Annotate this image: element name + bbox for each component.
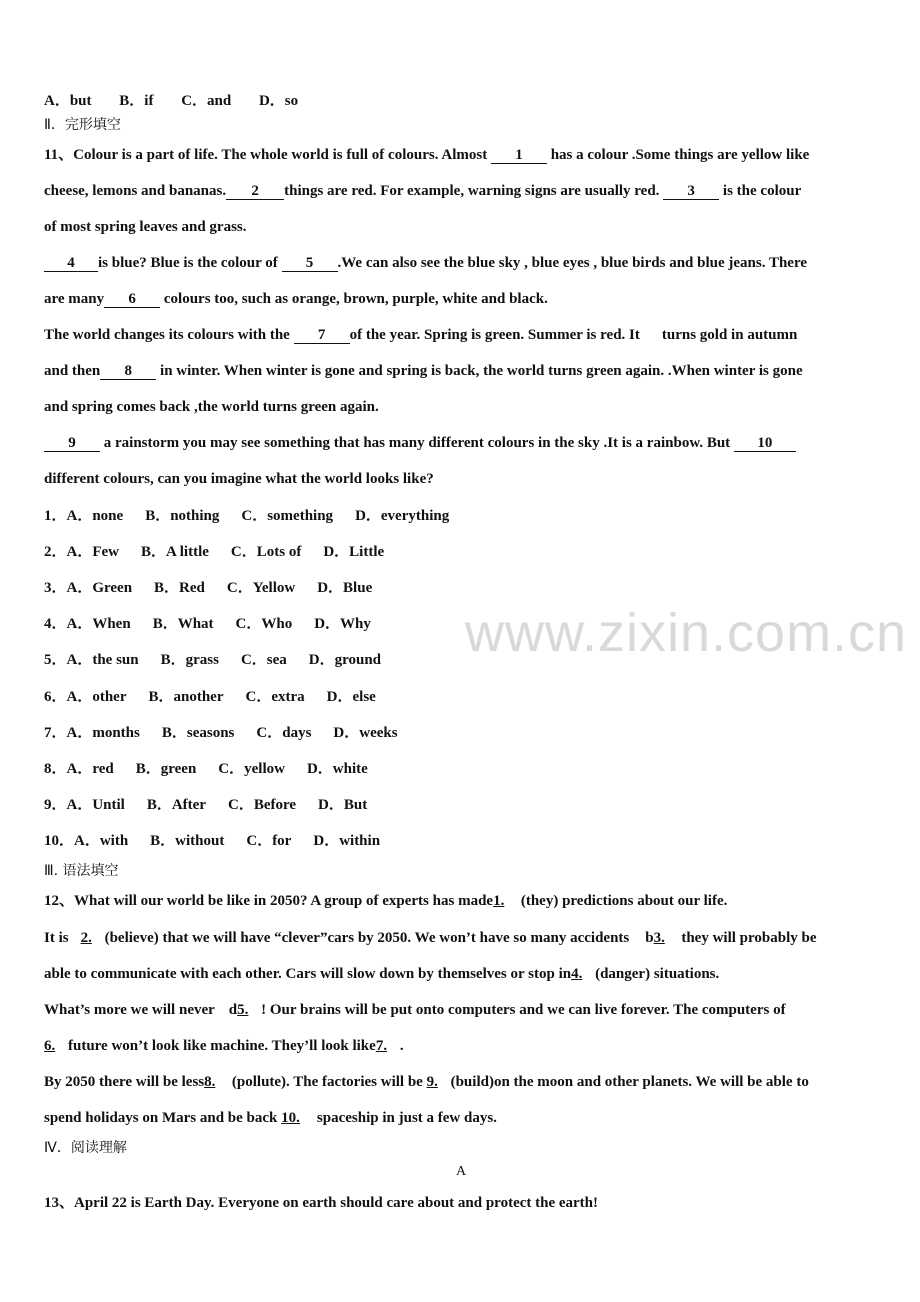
text: spend holidays on Mars and be back [44,1110,278,1126]
text: 12、What will our world be like in 2050? A group of experts has made [44,893,494,909]
cloze-line [44,290,548,308]
option[interactable]: D．weeks [333,725,398,741]
section-heading-reading: Ⅳ．阅读理解 [44,1140,127,1156]
option[interactable]: D．else [326,689,376,705]
option[interactable]: B．without [150,833,225,849]
option[interactable]: 5．A．the sun [44,652,139,668]
option-c[interactable]: C．and [181,93,232,109]
text: a rainstorm you may see something that has many different colours in the sky .It is a rainbow. But [103,435,731,451]
option-row [44,507,449,525]
text: ! Our brains will be put onto computers and we can live forever. The computers of [261,1002,786,1018]
option[interactable]: 6．A．other [44,689,127,705]
blank-g5[interactable]: 5. [237,1002,249,1018]
option[interactable]: B．Red [154,580,205,596]
grammar-line [44,1001,786,1019]
option[interactable]: C．Lots of [230,544,302,560]
text: .We can also see the blue sky , blue eyes , blue birds and blue jeans. There [337,255,807,271]
blank-4[interactable]: 4 [44,256,98,272]
cloze-line [44,434,796,452]
text: (pollute). The factories will be [231,1074,423,1090]
text: (build)on the moon and other planets. We will be able to [450,1074,809,1090]
option[interactable]: C．something [241,508,334,524]
text: turns gold in autumn [661,327,798,343]
blank-g2[interactable]: 2. [80,930,92,946]
option[interactable]: C．extra [245,689,305,705]
text: spaceship in just a few days. [316,1110,497,1126]
option[interactable]: 8．A．red [44,761,114,777]
text: of the year. Spring is green. Summer is red. It [349,327,640,343]
option[interactable]: C．sea [240,652,287,668]
text: (believe) that we will have “clever”cars by 2050. We won’t have so many accidents [104,930,630,946]
text: is blue? Blue is the colour of [98,255,278,271]
option[interactable]: D．Blue [317,580,373,596]
text: are many [44,291,105,307]
option-b[interactable]: B．if [119,93,154,109]
option[interactable]: B．grass [160,652,219,668]
text: By 2050 there will be less [44,1074,205,1090]
cloze-line [44,254,807,272]
option[interactable]: D．But [318,797,368,813]
option-row [44,579,372,597]
blank-7[interactable]: 7 [294,328,350,344]
option[interactable]: B．green [135,761,197,777]
option[interactable]: C．Before [228,797,297,813]
question-13: 13、April 22 is Earth Day. Everyone on earth should care about and protect the earth! [44,1195,599,1211]
blank-g4[interactable]: 4. [571,966,583,982]
text: 11、Colour is a part of life. The whole world is full of colours. Almost [44,147,488,163]
cloze-line [44,362,803,380]
option[interactable]: D．ground [308,652,382,668]
grammar-line [44,1037,404,1055]
option[interactable]: 2．A．Few [44,544,119,560]
blank-5[interactable]: 5 [282,256,338,272]
blank-g7[interactable]: 7. [375,1038,388,1054]
option[interactable]: 3．A．Green [44,580,133,596]
option[interactable]: B．What [152,616,214,632]
option[interactable]: C．Yellow [226,580,296,596]
text: colours too, such as orange, brown, purple, white and black. [163,291,548,307]
option[interactable]: D．Why [314,616,371,632]
cloze-line [44,326,797,344]
section-heading-grammar: Ⅲ. 语法填空 [44,863,119,879]
text: and spring comes back ,the world turns green again. [44,399,379,415]
cloze-line [44,470,434,488]
cloze-line [44,182,801,200]
option[interactable]: C．days [256,725,312,741]
text: future won’t look like machine. They’ll look like [68,1038,376,1054]
option[interactable]: 4．A．When [44,616,131,632]
blank-2[interactable]: 2 [226,184,284,200]
blank-6[interactable]: 6 [104,292,160,308]
text: different colours, can you imagine what the world looks like? [44,471,434,487]
option-row [44,832,380,850]
grammar-line [44,1073,809,1091]
option[interactable]: B．another [148,689,224,705]
text: in winter. When winter is gone and spring is back, the world turns green again. .When winter is gone [160,363,803,379]
option[interactable]: 10．A．with [44,833,129,849]
blank-g8[interactable]: 8. [204,1074,216,1090]
blank-g6[interactable]: 6. [44,1038,56,1054]
blank-g9[interactable]: 9. [426,1074,438,1090]
prev-question-options [44,92,298,110]
text: of most spring leaves and grass. [44,219,247,235]
blank-8[interactable]: 8 [100,364,156,380]
blank-9[interactable]: 9 [44,436,100,452]
blank-10[interactable]: 10 [734,436,796,452]
text: things are red. For example, warning signs are usually red. [284,183,660,199]
option[interactable]: C．for [246,833,292,849]
blank-g3[interactable]: 3. [653,930,665,946]
text: The world changes its colours with the [44,327,290,343]
text: has a colour .Some things are yellow like [550,147,810,163]
option-row [44,615,371,633]
option[interactable]: D．within [313,833,381,849]
grammar-line [44,892,727,910]
text: What’s more we will never [44,1002,215,1018]
grammar-line [44,929,817,947]
option-row [44,796,367,814]
section-heading-cloze: Ⅱ．完形填空 [44,117,121,133]
option[interactable]: B．seasons [161,725,235,741]
option-row [44,543,384,561]
blank-1[interactable]: 1 [491,148,547,164]
text: able to communicate with each other. Cars will slow down by themselves or stop in [44,966,572,982]
watermark: www.zixin.com.cn [465,603,908,663]
option-row [44,688,376,706]
blank-g1[interactable]: 1. [493,893,505,909]
option[interactable]: 9．A．Until [44,797,125,813]
text: they will probably be [681,930,817,946]
text: and then [44,363,101,379]
option-d[interactable]: D．so [258,93,299,109]
option[interactable]: B．nothing [145,508,220,524]
text: is the colour [722,183,802,199]
grammar-line [44,965,719,983]
blank-g10[interactable]: 10. [281,1110,300,1126]
passage-label: A [456,1164,467,1179]
option[interactable]: C．Who [235,616,293,632]
option[interactable]: D．Little [323,544,385,560]
option[interactable]: B．A little [141,544,209,560]
cloze-line [44,398,379,416]
option[interactable]: C．yellow [218,761,285,777]
cloze-line [44,146,809,164]
text: (danger) situations. [595,966,720,982]
option-row [44,724,398,742]
text: . [399,1038,404,1054]
option[interactable]: 1．A．none [44,508,124,524]
option-a[interactable]: A．but [44,93,92,109]
text: (they) predictions about our life. [520,893,728,909]
blank-3[interactable]: 3 [663,184,719,200]
option[interactable]: D．white [306,761,368,777]
cloze-line [44,218,247,236]
option[interactable]: 7．A．months [44,725,140,741]
option[interactable]: B．After [146,797,206,813]
text: b [645,930,654,946]
option[interactable]: D．everything [355,508,450,524]
text: d [228,1002,238,1018]
option-row [44,651,381,669]
grammar-line [44,1109,497,1127]
text: It is [44,930,69,946]
text: cheese, lemons and bananas. [44,183,227,199]
option-row [44,760,368,778]
